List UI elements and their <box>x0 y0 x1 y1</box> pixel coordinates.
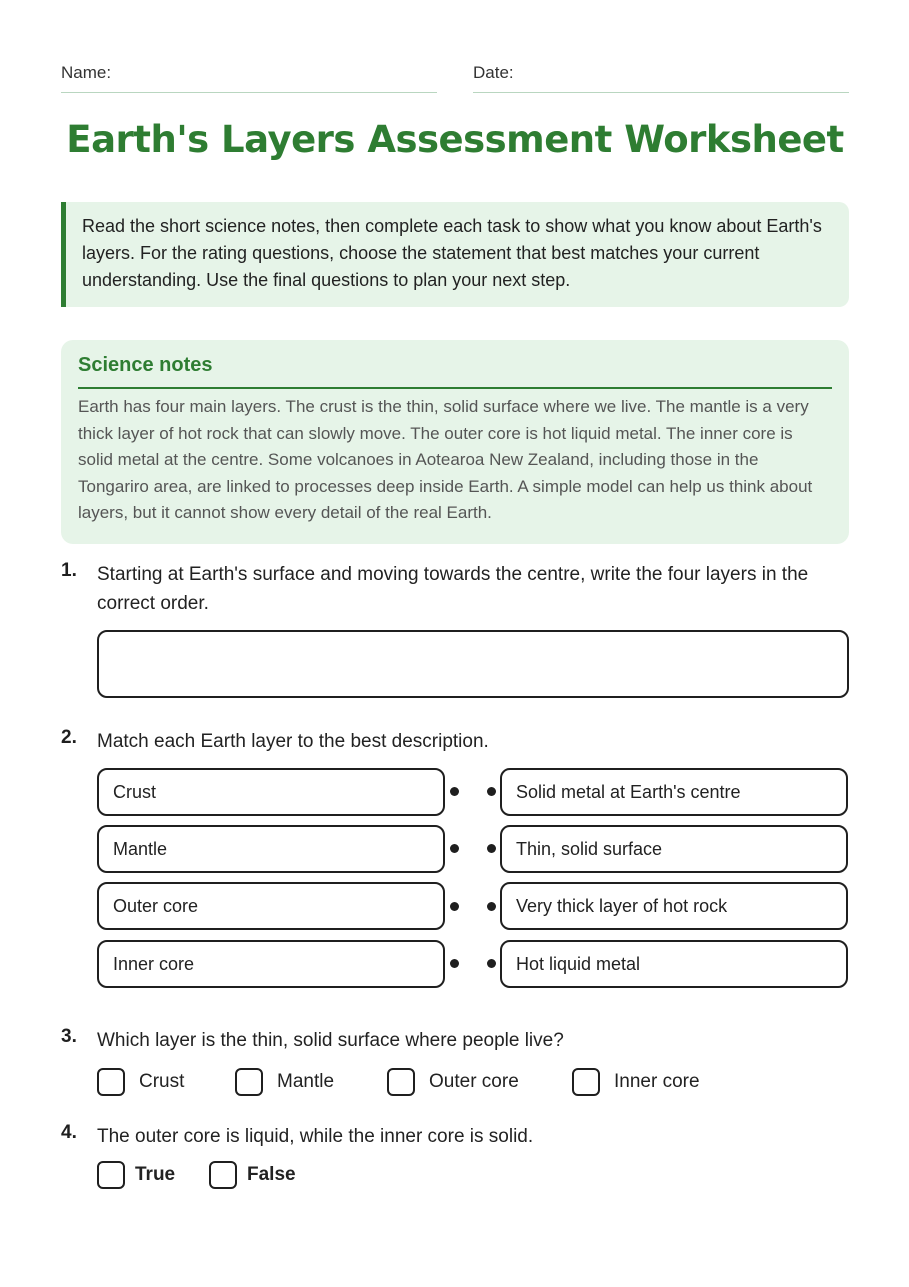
student-info <box>61 62 849 94</box>
question-number: 2. <box>61 727 77 748</box>
question-3 <box>61 1026 849 1102</box>
option-crust[interactable] <box>97 1066 184 1098</box>
match-dot[interactable] <box>487 844 496 853</box>
match-left-outer-core[interactable]: Outer core <box>97 882 445 930</box>
match-right-description[interactable]: Solid metal at Earth's centre <box>500 768 848 816</box>
option-true[interactable] <box>97 1159 175 1191</box>
match-left-mantle[interactable]: Mantle <box>97 825 445 873</box>
science-notes-body: Earth has four main layers. The crust is the thin, solid surface where we live. The mantle is a very thick layer of hot rock that can slowly move. The outer core is hot liquid metal. The inner core is solid metal at the centre. Some volcanoes in Aotearoa New Zealand, including those in the Tongariro area, are linked to processes deep inside Earth. A simple model can help us think about layers, but it cannot show every detail of the real Earth. <box>78 397 813 522</box>
answer-box[interactable] <box>97 630 849 698</box>
question-text: Match each Earth layer to the best description. <box>97 731 489 752</box>
question-1 <box>61 560 849 700</box>
match-dot[interactable] <box>450 844 459 853</box>
checkbox[interactable] <box>97 1161 125 1189</box>
date-field[interactable] <box>473 62 849 93</box>
option-label: Outer core <box>429 1071 519 1092</box>
science-notes-heading: Science notes <box>78 354 832 389</box>
checkbox[interactable] <box>572 1068 600 1096</box>
option-inner-core[interactable] <box>572 1066 700 1098</box>
question-text: Starting at Earth's surface and moving towards the centre, write the four layers in the correct order. <box>97 564 809 614</box>
match-dot[interactable] <box>487 959 496 968</box>
option-mantle[interactable] <box>235 1066 334 1098</box>
match-right-description[interactable]: Hot liquid metal <box>500 940 848 988</box>
date-label: Date: <box>473 63 514 82</box>
checkbox[interactable] <box>235 1068 263 1096</box>
question-text: The outer core is liquid, while the inner core is solid. <box>97 1126 534 1147</box>
match-dot[interactable] <box>450 902 459 911</box>
question-number: 4. <box>61 1122 77 1143</box>
option-label: Crust <box>139 1071 185 1092</box>
match-dot[interactable] <box>487 787 496 796</box>
match-left-inner-core[interactable]: Inner core <box>97 940 445 988</box>
name-field[interactable] <box>61 62 437 93</box>
match-dot[interactable] <box>487 902 496 911</box>
name-label: Name: <box>61 63 112 82</box>
option-label: Mantle <box>277 1071 335 1092</box>
question-4 <box>61 1122 849 1198</box>
option-label: False <box>247 1164 296 1185</box>
match-left-crust[interactable]: Crust <box>97 768 445 816</box>
match-right-description[interactable]: Thin, solid surface <box>500 825 848 873</box>
option-false[interactable] <box>209 1159 296 1191</box>
page-title: Earth's Layers Assessment Worksheet <box>66 118 844 161</box>
checkbox[interactable] <box>97 1068 125 1096</box>
match-right-description[interactable]: Very thick layer of hot rock <box>500 882 848 930</box>
question-number: 1. <box>61 560 77 581</box>
match-dot[interactable] <box>450 787 459 796</box>
question-number: 3. <box>61 1026 77 1047</box>
question-2 <box>61 727 849 992</box>
option-label: Inner core <box>614 1071 700 1092</box>
option-outer-core[interactable] <box>387 1066 519 1098</box>
checkbox[interactable] <box>387 1068 415 1096</box>
option-label: True <box>135 1164 176 1185</box>
instructions-callout: Read the short science notes, then complete each task to show what you know about Earth's layers. For the rating questions, choose the statement that best matches your current understanding. Use the final questions to plan your next step. <box>61 202 849 307</box>
checkbox[interactable] <box>209 1161 237 1189</box>
question-text: Which layer is the thin, solid surface where people live? <box>97 1030 564 1051</box>
match-dot[interactable] <box>450 959 459 968</box>
science-notes-panel <box>61 340 849 544</box>
